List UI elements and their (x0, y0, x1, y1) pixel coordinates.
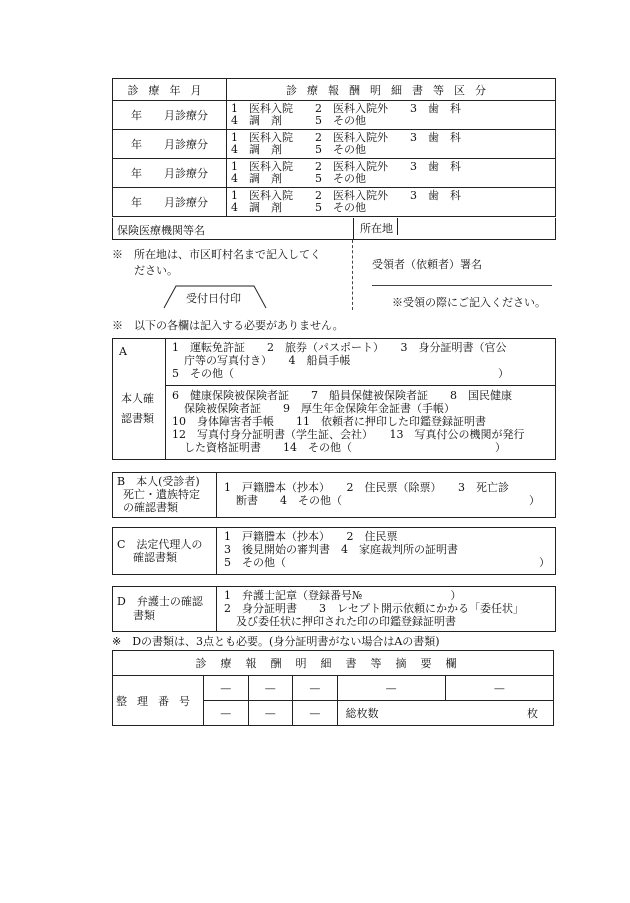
option-line: 5 その他（ ） (172, 367, 509, 380)
option-line: 12 写真付身分証明書（学生証、会社） 13 写真付公の機関が発行 (172, 428, 525, 441)
section-a-letter: A (119, 345, 127, 358)
category-line: 1 医科入院 2 医科入院外 3 歯 科 (231, 102, 461, 115)
number-slot: — (248, 701, 293, 726)
institution-label: 保険医療機関等名 (117, 224, 205, 237)
section-a (112, 338, 556, 460)
total-label: 総枚数 (345, 707, 379, 720)
section-a-top (166, 339, 555, 386)
section-a-title: 本人確認書類 (121, 392, 154, 425)
label-line: B 本人(受診者) (117, 475, 200, 488)
option-line: 10 身体障害者手帳 11 依頼者に押印した印鑑登録証明書 (172, 415, 486, 428)
reference-number-label: 整理番号 (113, 676, 204, 726)
number-slot: — (248, 676, 293, 701)
dashed-divider (352, 240, 353, 310)
option-line: 庁等の写真付き） 4 船員手帳 (184, 354, 351, 367)
number-slot: — (293, 701, 338, 726)
label-line: 死亡・遺族特定 (123, 488, 200, 501)
option-line: 5 その他（ ） (224, 556, 550, 569)
category-options (227, 159, 556, 188)
month-label: 年 月診療分 (113, 188, 227, 217)
number-slot: — (293, 676, 338, 701)
option-line: 1 運転免許証 2 旅券（パスポート） 3 身分証明書（官公 (172, 341, 507, 354)
receipt-stamp-label: 受付日付印 (186, 292, 241, 305)
option-line: 1 戸籍謄本（抄本） 2 住民票 (224, 530, 398, 543)
note-line: ださい。 (134, 264, 178, 277)
section-d (112, 586, 556, 632)
d-note: ※ Dの書類は、3点とも必要。(身分証明書がない場合はAの書類) (112, 635, 440, 648)
total-unit: 枚 (527, 707, 538, 720)
category-line: 4 調 剤 5 その他 (231, 143, 366, 156)
section-a-label (113, 339, 166, 459)
header-month: 診療年月 (113, 79, 227, 101)
total-sheets (337, 701, 553, 726)
number-slot: — (445, 676, 553, 701)
category-options (227, 101, 556, 130)
option-line: 及び委任状に押印された印の印鑑登録証明書 (236, 615, 456, 628)
month-label: 年 月診療分 (113, 101, 227, 130)
section-c-label (113, 528, 217, 574)
option-line: 保険被保険者証 9 厚生年金保険年金証書（手帳） (184, 402, 455, 415)
recipient-note: ※受領の際にご記入ください。 (392, 296, 546, 309)
section-b-options (218, 479, 555, 509)
recipient-label: 受領者（依頼者）署名 (372, 258, 482, 271)
category-line: 1 医科入院 2 医科入院外 3 歯 科 (231, 189, 461, 202)
label-line: D 弁護士の確認 (117, 595, 203, 608)
category-options (227, 130, 556, 159)
category-line: 1 医科入院 2 医科入院外 3 歯 科 (231, 160, 461, 173)
location-label: 所在地 (356, 218, 398, 235)
option-line: した資格証明書 14 その他（ ） (184, 441, 506, 454)
number-slot: — (204, 701, 249, 726)
category-line: 1 医科入院 2 医科入院外 3 歯 科 (231, 131, 461, 144)
section-b (112, 472, 556, 518)
note-line: ※ 所在地は、市区町村名まで記入してく (112, 248, 321, 261)
label-line: 確認書類 (133, 551, 177, 564)
category-options (227, 188, 556, 217)
section-d-options (218, 587, 555, 630)
option-line: 断書 4 その他（ ） (236, 494, 540, 507)
claim-category-table (112, 78, 556, 217)
month-label: 年 月診療分 (113, 130, 227, 159)
no-entry-note: ※ 以下の各欄は記入する必要がありません。 (112, 319, 344, 332)
section-d-label (113, 587, 217, 631)
option-line: 3 後見開始の審判書 4 家庭裁判所の証明書 (224, 543, 458, 556)
label-line: C 法定代理人の (117, 538, 203, 551)
number-slot: — (204, 676, 249, 701)
section-b-label (113, 473, 217, 517)
summary-header: 診療報酬明細書等摘要欄 (113, 651, 554, 676)
option-line: 1 弁護士記章（登録番号№ ） (224, 589, 462, 602)
option-line: 1 戸籍謄本（抄本） 2 住民票（除票） 3 死亡診 (224, 481, 509, 494)
header-category: 診療報酬明細書等区分 (227, 79, 556, 101)
category-line: 4 調 剤 5 その他 (231, 114, 366, 127)
category-line: 4 調 剤 5 その他 (231, 201, 366, 214)
label-line: 書類 (133, 609, 155, 622)
option-line: 6 健康保険被保険者証 7 船員保健被保険者証 8 国民健康 (172, 389, 512, 402)
section-c-options (218, 528, 555, 571)
summary-table (112, 650, 554, 726)
institution-row (112, 218, 556, 240)
category-line: 4 調 剤 5 その他 (231, 172, 366, 185)
section-a-bottom (166, 387, 555, 456)
address-note (112, 247, 321, 279)
section-c (112, 527, 556, 575)
number-slot: — (337, 676, 445, 701)
signature-line (372, 285, 552, 286)
divider (353, 218, 354, 239)
label-line: の確認書類 (123, 501, 178, 514)
month-label: 年 月診療分 (113, 159, 227, 188)
option-line: 2 身分証明書 3 レセプト開示依頼にかかる「委任状」 (224, 602, 524, 615)
